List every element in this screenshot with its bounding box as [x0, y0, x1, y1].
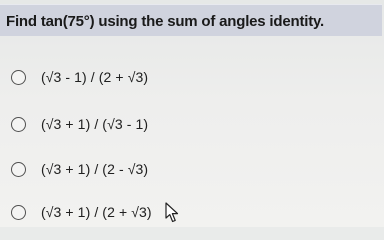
question-header — [0, 4, 382, 36]
radio-unselected-icon[interactable] — [11, 70, 26, 85]
answer-option-label: (√3 + 1) / (√3 - 1) — [41, 116, 149, 132]
answer-option-1[interactable] — [11, 67, 311, 91]
answer-option-4[interactable] — [11, 202, 311, 226]
answer-option-label: (√3 + 1) / (2 + √3) — [41, 204, 152, 220]
radio-unselected-icon[interactable] — [11, 205, 26, 220]
answer-option-label: (√3 - 1) / (2 + √3) — [41, 69, 149, 85]
question-text: Find tan(75°) using the sum of angles identity. — [6, 13, 325, 30]
pointer-cursor-icon — [165, 202, 181, 224]
radio-unselected-icon[interactable] — [11, 162, 26, 177]
answer-option-3[interactable] — [11, 159, 311, 183]
answer-option-2[interactable] — [11, 114, 311, 138]
radio-unselected-icon[interactable] — [11, 117, 26, 132]
answer-option-label: (√3 + 1) / (2 - √3) — [41, 161, 149, 177]
